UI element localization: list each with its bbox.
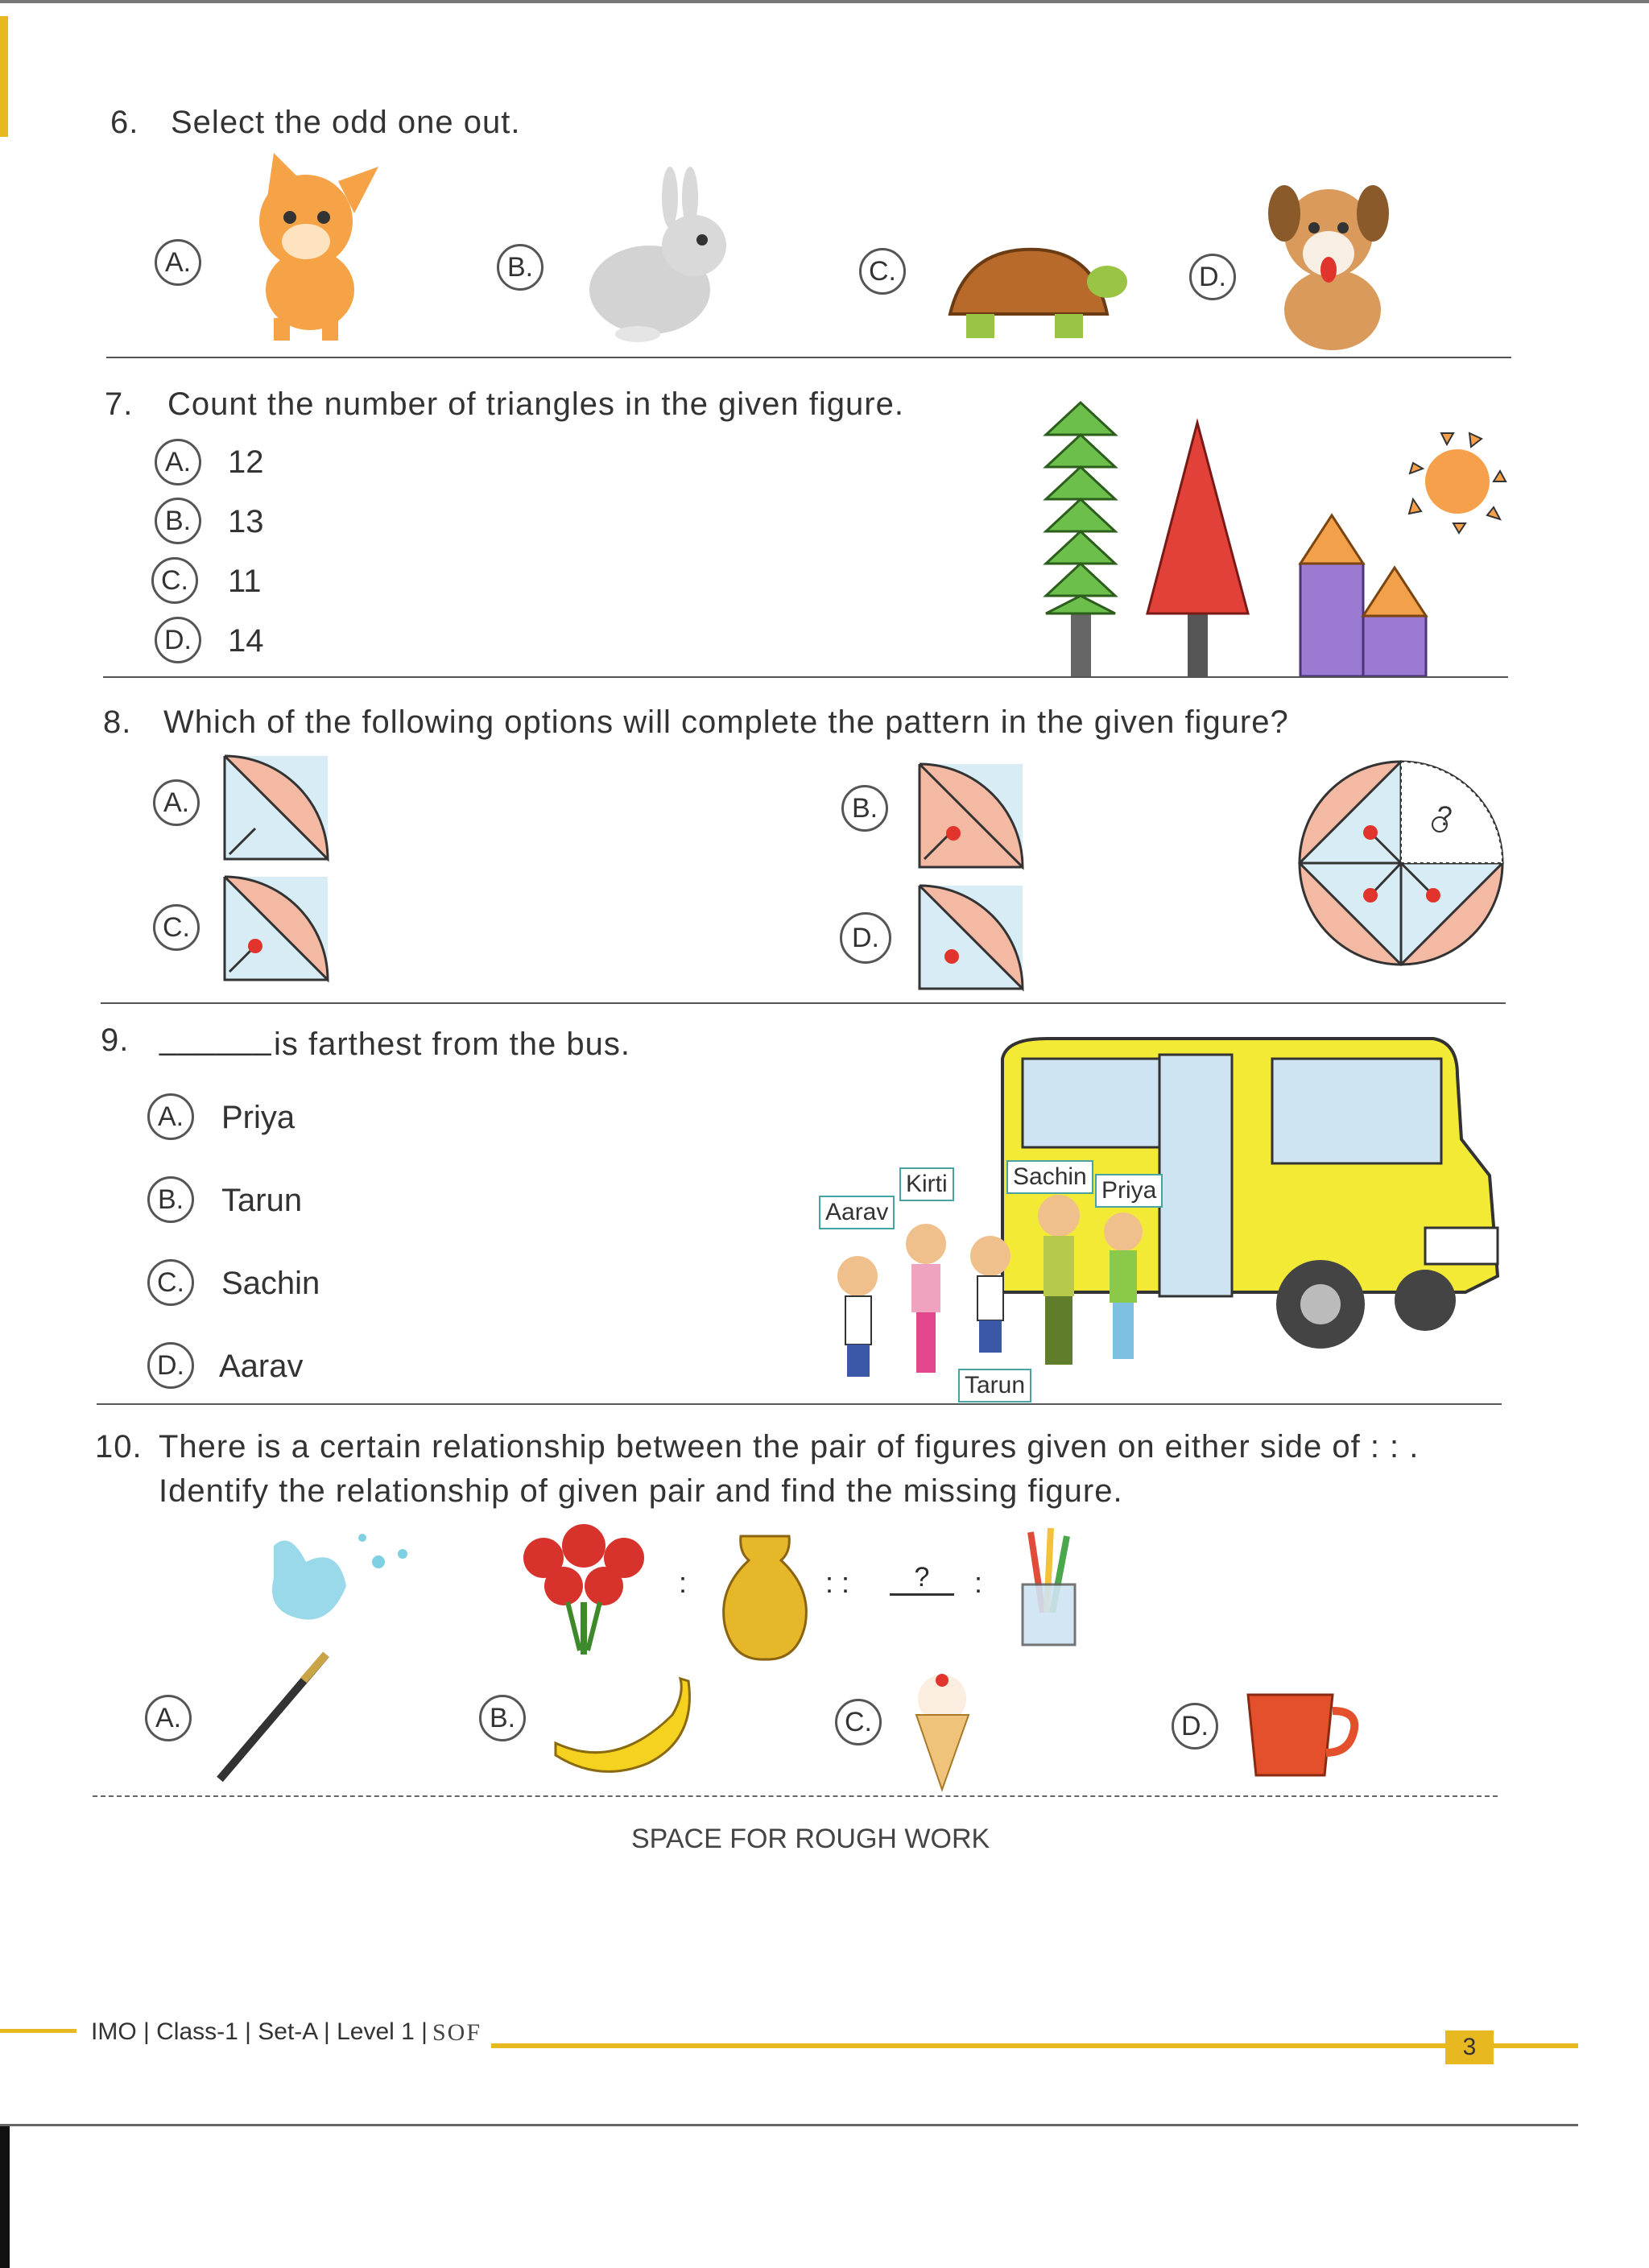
q8-option-a-figure xyxy=(223,754,332,863)
q8-option-c-figure xyxy=(223,875,332,984)
q10-option-d[interactable]: D. xyxy=(1172,1703,1218,1750)
q8-pattern-figure xyxy=(1296,758,1506,968)
q9-divider xyxy=(97,1403,1502,1405)
q6-text: Select the odd one out. xyxy=(171,105,521,140)
footer-rule-right xyxy=(491,2043,1578,2048)
footer-rule-left xyxy=(0,2029,76,2033)
q8-number: 8. xyxy=(103,704,132,740)
q10-line2: Identify the relationship of given pair and find the missing figure. xyxy=(159,1473,1123,1509)
label-sachin: Sachin xyxy=(1006,1160,1093,1194)
q7-option-d-value: 14 xyxy=(228,623,264,659)
q8-question-mark: ? xyxy=(1437,801,1453,832)
q8-divider xyxy=(101,1002,1506,1004)
ink-splash-image xyxy=(242,1514,435,1659)
q9-option-b-value: Tarun xyxy=(221,1183,303,1218)
q7-option-b[interactable]: B. xyxy=(155,498,201,544)
q10-option-a[interactable]: A. xyxy=(145,1695,192,1741)
q9-option-a-value: Priya xyxy=(221,1100,295,1135)
rough-work-label: SPACE FOR ROUGH WORK xyxy=(631,1824,990,1854)
q7-option-b-value: 13 xyxy=(228,504,264,539)
q6-option-a[interactable]: A. xyxy=(155,239,201,286)
dog-image xyxy=(1264,173,1401,354)
q7-option-a[interactable]: A. xyxy=(155,439,201,485)
vase-image xyxy=(717,1532,813,1661)
label-priya: Priya xyxy=(1095,1174,1163,1208)
label-aarav: Aarav xyxy=(819,1196,895,1229)
q8-option-d[interactable]: D. xyxy=(840,912,891,964)
scan-margin xyxy=(0,2126,10,2268)
q9-option-d[interactable]: D. xyxy=(147,1342,194,1389)
q7-text: Count the number of triangles in the given figure. xyxy=(167,386,904,422)
q9-option-c-value: Sachin xyxy=(221,1266,320,1301)
triangle-figure xyxy=(1035,395,1534,676)
q8-option-c[interactable]: C. xyxy=(153,904,200,951)
footer-text: IMO | Class-1 | Set-A | Level 1 | xyxy=(91,2018,428,2045)
label-kirti: Kirti xyxy=(899,1167,954,1201)
q7-option-c-value: 11 xyxy=(228,564,262,599)
q9-option-c[interactable]: C. xyxy=(147,1259,194,1306)
roses-image xyxy=(511,1522,656,1659)
q6-divider xyxy=(106,357,1511,358)
pencil-holder-image xyxy=(1002,1524,1091,1649)
ice-cream-image xyxy=(908,1671,977,1791)
q6-option-b[interactable]: B. xyxy=(497,244,543,291)
page-edge-accent xyxy=(0,16,8,137)
q10-colon-2: : xyxy=(974,1566,983,1599)
q9-text: is farthest from the bus. xyxy=(274,1027,630,1062)
q6-option-c[interactable]: C. xyxy=(859,248,906,295)
q8-text: Which of the following options will complete the pattern in the given figure? xyxy=(163,704,1289,740)
label-tarun: Tarun xyxy=(958,1369,1031,1403)
page-bottom-edge xyxy=(0,2124,1578,2126)
pen-image xyxy=(213,1646,334,1783)
q7-divider xyxy=(103,676,1508,678)
sof-logo: SOF xyxy=(432,2019,482,2046)
q10-option-c[interactable]: C. xyxy=(835,1699,882,1745)
page-number: 3 xyxy=(1445,2030,1494,2064)
q10-missing-figure: ? xyxy=(890,1562,954,1596)
q8-option-a[interactable]: A. xyxy=(153,779,200,826)
bus-scene-image xyxy=(805,1035,1506,1405)
q10-number: 10. xyxy=(95,1429,143,1464)
cat-image xyxy=(225,149,395,342)
banana-image xyxy=(552,1675,692,1775)
cup-image xyxy=(1244,1687,1361,1779)
rabbit-image xyxy=(573,169,750,346)
q9-option-a[interactable]: A. xyxy=(147,1093,194,1140)
q10-option-b[interactable]: B. xyxy=(479,1695,526,1741)
q7-option-a-value: 12 xyxy=(228,444,264,480)
q10-line1: There is a certain relationship between the pair of figures given on either side of : : . xyxy=(159,1429,1420,1464)
q6-option-d[interactable]: D. xyxy=(1189,254,1236,300)
q6-number: 6. xyxy=(110,105,139,140)
tortoise-image xyxy=(934,238,1127,350)
q8-option-d-figure xyxy=(918,884,1027,993)
q9-option-d-value: Aarav xyxy=(219,1349,304,1384)
q7-number: 7. xyxy=(105,386,134,422)
q10-colon-1: : xyxy=(679,1566,688,1599)
q7-option-c[interactable]: C. xyxy=(151,557,198,604)
q9-blank: ______ xyxy=(159,1021,272,1056)
q9-number: 9. xyxy=(101,1022,130,1058)
rough-work-divider xyxy=(93,1795,1498,1797)
q9-option-b[interactable]: B. xyxy=(147,1176,194,1223)
q7-option-d[interactable]: D. xyxy=(155,617,201,663)
top-border xyxy=(0,0,1649,3)
q8-option-b-figure xyxy=(918,762,1027,871)
q10-double-colon: : : xyxy=(825,1566,850,1599)
q8-option-b[interactable]: B. xyxy=(841,785,888,832)
